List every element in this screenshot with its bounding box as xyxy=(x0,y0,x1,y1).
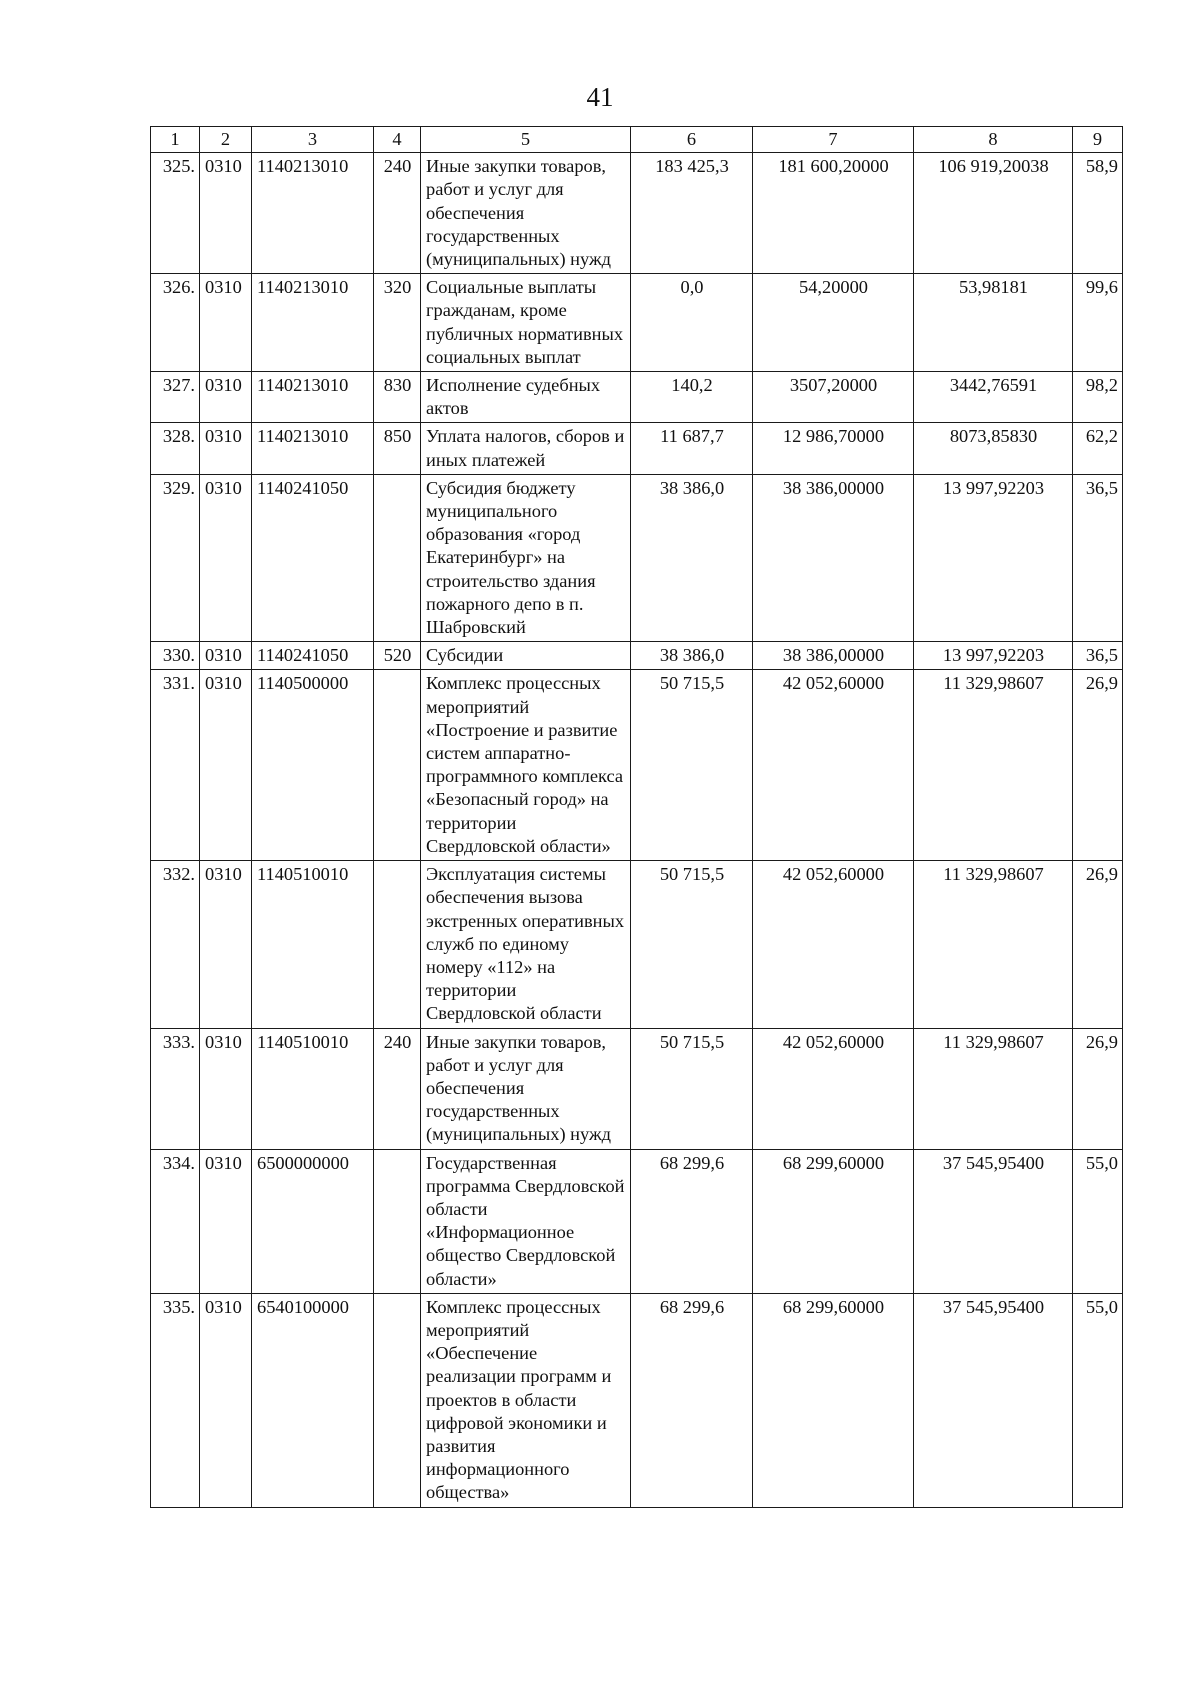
budget-table xyxy=(150,126,1123,1508)
column-header: 8 xyxy=(914,127,1073,153)
percent-col-9: 26,9 xyxy=(1073,1028,1123,1149)
row-number: 333. xyxy=(151,1028,200,1149)
section-code: 0310 xyxy=(200,274,252,372)
target-code: 1140500000 xyxy=(252,670,374,861)
section-code: 0310 xyxy=(200,861,252,1028)
percent-col-9: 62,2 xyxy=(1073,423,1123,474)
amount-col-6: 0,0 xyxy=(631,274,753,372)
expense-type-code xyxy=(374,861,421,1028)
row-number: 332. xyxy=(151,861,200,1028)
table-row xyxy=(151,372,1123,423)
row-number: 330. xyxy=(151,642,200,670)
table-row xyxy=(151,153,1123,274)
table-row xyxy=(151,1028,1123,1149)
expense-type-code xyxy=(374,1293,421,1507)
amount-col-8: 13 997,92203 xyxy=(914,642,1073,670)
amount-col-6: 140,2 xyxy=(631,372,753,423)
amount-col-6: 68 299,6 xyxy=(631,1149,753,1293)
column-header: 7 xyxy=(753,127,914,153)
page-number: 41 xyxy=(586,82,614,112)
percent-col-9: 55,0 xyxy=(1073,1293,1123,1507)
target-code: 1140213010 xyxy=(252,372,374,423)
amount-col-6: 11 687,7 xyxy=(631,423,753,474)
row-number: 329. xyxy=(151,474,200,641)
table-row xyxy=(151,274,1123,372)
target-code: 1140213010 xyxy=(252,153,374,274)
target-code: 1140241050 xyxy=(252,474,374,641)
amount-col-7: 42 052,60000 xyxy=(753,670,914,861)
amount-col-6: 68 299,6 xyxy=(631,1293,753,1507)
expense-type-code: 850 xyxy=(374,423,421,474)
amount-col-8: 11 329,98607 xyxy=(914,1028,1073,1149)
target-code: 1140213010 xyxy=(252,423,374,474)
amount-col-8: 11 329,98607 xyxy=(914,861,1073,1028)
target-code: 1140510010 xyxy=(252,1028,374,1149)
amount-col-7: 68 299,60000 xyxy=(753,1293,914,1507)
item-name: Социальные выплаты гражданам, кроме публичных нормативных социальных выплат xyxy=(421,274,631,372)
amount-col-6: 50 715,5 xyxy=(631,861,753,1028)
target-code: 1140213010 xyxy=(252,274,374,372)
item-name: Иные закупки товаров, работ и услуг для обеспечения государственных (муниципальных) нужд xyxy=(421,1028,631,1149)
amount-col-6: 38 386,0 xyxy=(631,642,753,670)
amount-col-8: 106 919,20038 xyxy=(914,153,1073,274)
amount-col-6: 38 386,0 xyxy=(631,474,753,641)
column-header: 2 xyxy=(200,127,252,153)
amount-col-7: 12 986,70000 xyxy=(753,423,914,474)
column-header: 4 xyxy=(374,127,421,153)
amount-col-8: 13 997,92203 xyxy=(914,474,1073,641)
amount-col-8: 11 329,98607 xyxy=(914,670,1073,861)
amount-col-8: 37 545,95400 xyxy=(914,1293,1073,1507)
column-header: 5 xyxy=(421,127,631,153)
amount-col-7: 3507,20000 xyxy=(753,372,914,423)
section-code: 0310 xyxy=(200,642,252,670)
amount-col-6: 50 715,5 xyxy=(631,1028,753,1149)
table-header-row xyxy=(151,127,1123,153)
row-number: 328. xyxy=(151,423,200,474)
section-code: 0310 xyxy=(200,153,252,274)
item-name: Комплекс процессных мероприятий «Обеспечение реализации программ и проектов в области цифровой экономики и развития информационного общества» xyxy=(421,1293,631,1507)
section-code: 0310 xyxy=(200,423,252,474)
item-name: Иные закупки товаров, работ и услуг для обеспечения государственных (муниципальных) нужд xyxy=(421,153,631,274)
item-name: Субсидия бюджету муниципального образования «город Екатеринбург» на строительство здания пожарного депо в п. Шабровский xyxy=(421,474,631,641)
target-code: 6500000000 xyxy=(252,1149,374,1293)
item-name: Субсидии xyxy=(421,642,631,670)
target-code: 6540100000 xyxy=(252,1293,374,1507)
table-row xyxy=(151,642,1123,670)
section-code: 0310 xyxy=(200,474,252,641)
amount-col-7: 42 052,60000 xyxy=(753,1028,914,1149)
amount-col-6: 183 425,3 xyxy=(631,153,753,274)
item-name: Исполнение судебных актов xyxy=(421,372,631,423)
section-code: 0310 xyxy=(200,670,252,861)
column-header: 3 xyxy=(252,127,374,153)
target-code: 1140510010 xyxy=(252,861,374,1028)
row-number: 335. xyxy=(151,1293,200,1507)
percent-col-9: 26,9 xyxy=(1073,670,1123,861)
amount-col-6: 50 715,5 xyxy=(631,670,753,861)
table-row xyxy=(151,474,1123,641)
section-code: 0310 xyxy=(200,372,252,423)
percent-col-9: 99,6 xyxy=(1073,274,1123,372)
percent-col-9: 36,5 xyxy=(1073,474,1123,641)
table-row xyxy=(151,1149,1123,1293)
item-name: Эксплуатация системы обеспечения вызова экстренных оперативных служб по единому номеру «112» на территории Свердловской области xyxy=(421,861,631,1028)
percent-col-9: 58,9 xyxy=(1073,153,1123,274)
percent-col-9: 26,9 xyxy=(1073,861,1123,1028)
amount-col-8: 8073,85830 xyxy=(914,423,1073,474)
expense-type-code: 830 xyxy=(374,372,421,423)
amount-col-7: 42 052,60000 xyxy=(753,861,914,1028)
target-code: 1140241050 xyxy=(252,642,374,670)
expense-type-code: 240 xyxy=(374,1028,421,1149)
column-header: 1 xyxy=(151,127,200,153)
row-number: 325. xyxy=(151,153,200,274)
table-row xyxy=(151,670,1123,861)
row-number: 331. xyxy=(151,670,200,861)
item-name: Уплата налогов, сборов и иных платежей xyxy=(421,423,631,474)
amount-col-8: 53,98181 xyxy=(914,274,1073,372)
row-number: 326. xyxy=(151,274,200,372)
amount-col-7: 38 386,00000 xyxy=(753,474,914,641)
percent-col-9: 55,0 xyxy=(1073,1149,1123,1293)
row-number: 334. xyxy=(151,1149,200,1293)
column-header: 6 xyxy=(631,127,753,153)
expense-type-code: 320 xyxy=(374,274,421,372)
percent-col-9: 98,2 xyxy=(1073,372,1123,423)
expense-type-code xyxy=(374,474,421,641)
expense-type-code: 520 xyxy=(374,642,421,670)
row-number: 327. xyxy=(151,372,200,423)
table-row xyxy=(151,423,1123,474)
amount-col-7: 54,20000 xyxy=(753,274,914,372)
section-code: 0310 xyxy=(200,1028,252,1149)
amount-col-7: 68 299,60000 xyxy=(753,1149,914,1293)
percent-col-9: 36,5 xyxy=(1073,642,1123,670)
amount-col-8: 37 545,95400 xyxy=(914,1149,1073,1293)
section-code: 0310 xyxy=(200,1293,252,1507)
amount-col-8: 3442,76591 xyxy=(914,372,1073,423)
amount-col-7: 38 386,00000 xyxy=(753,642,914,670)
table-row xyxy=(151,861,1123,1028)
section-code: 0310 xyxy=(200,1149,252,1293)
amount-col-7: 181 600,20000 xyxy=(753,153,914,274)
column-header: 9 xyxy=(1073,127,1123,153)
expense-type-code xyxy=(374,1149,421,1293)
expense-type-code: 240 xyxy=(374,153,421,274)
expense-type-code xyxy=(374,670,421,861)
item-name: Комплекс процессных мероприятий «Построение и развитие систем аппаратно-программного комплекса «Безопасный город» на территории Свердловской области» xyxy=(421,670,631,861)
table-row xyxy=(151,1293,1123,1507)
item-name: Государственная программа Свердловской области «Информационное общество Свердловской области» xyxy=(421,1149,631,1293)
